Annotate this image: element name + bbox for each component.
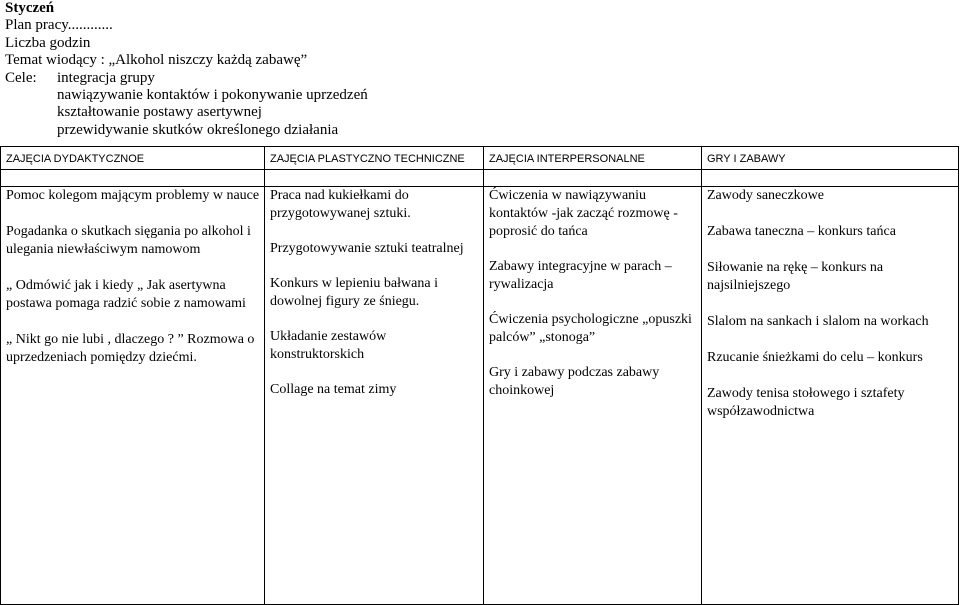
spacer-cell [484, 170, 702, 187]
hours-line: Liczba godzin [5, 34, 91, 51]
plan-line: Plan pracy............ [5, 17, 113, 34]
plan-header [5, 0, 368, 139]
spacer-cell [702, 170, 959, 187]
list-item: Zabawy integracyjne w parach – rywalizacja [489, 259, 672, 292]
table-spacer-row [1, 170, 959, 187]
list-item: Zawody tenisa stołowego i sztafety współzawodnictwa [707, 386, 905, 419]
list-item: Collage na temat zimy [270, 382, 397, 397]
column-header-didactic: ZAJĘCIA DYDAKTYCZNOE [1, 147, 265, 170]
art-technical-cell [265, 187, 484, 605]
list-item: Zawody saneczkowe [707, 188, 825, 203]
interpersonal-cell [484, 187, 702, 605]
goal-item: integracja grupy [57, 69, 155, 86]
list-item: Rzucanie śnieżkami do celu – konkurs [707, 350, 923, 365]
list-item: „ Nikt go nie lubi , dlaczego ? ” Rozmowa o uprzedzeniach pomiędzy dziećmi. [6, 332, 255, 365]
list-item: Konkurs w lepieniu bałwana i dowolnej figury ze śniegu. [270, 276, 438, 309]
column-header-interpersonal: ZAJĘCIA INTERPERSONALNE [484, 147, 702, 170]
list-item: Gry i zabawy podczas zabawy choinkowej [489, 365, 660, 398]
activities-table [0, 146, 959, 605]
list-item: Przygotowywanie sztuki teatralnej [270, 241, 464, 256]
goals-label: Cele: [5, 69, 37, 86]
spacer-cell [265, 170, 484, 187]
column-header-art-technical: ZAJĘCIA PLASTYCZNO TECHNICZNE [265, 147, 484, 170]
games-cell [702, 187, 959, 605]
theme-line: Temat wiodący : „Alkohol niszczy każdą zabawę” [5, 52, 308, 69]
column-header-games: GRY I ZABAWY [702, 147, 959, 170]
list-item: Układanie zestawów konstruktorskich [270, 329, 387, 362]
list-item: „ Odmówić jak i kiedy „ Jak asertywna postawa pomaga radzić sobie z namowami [6, 278, 246, 311]
list-item: Siłowanie na rękę – konkurs na najsilniejszego [707, 260, 884, 293]
spacer-cell [1, 170, 265, 187]
list-item: Slalom na sankach i slalom na workach [707, 314, 929, 329]
goal-item: nawiązywanie kontaktów i pokonywanie uprzedzeń [57, 87, 368, 104]
goal-item: kształtowanie postawy asertywnej [57, 104, 262, 121]
goals-row [5, 70, 368, 87]
list-item: Ćwiczenia psychologiczne „opuszki palców” „stonoga” [489, 312, 692, 345]
list-item: Pomoc kolegom mającym problemy w nauce [6, 188, 260, 203]
list-item: Ćwiczenia w nawiązywaniu kontaktów -jak zacząć rozmowę -poprosić do tańca [489, 188, 678, 239]
table-header-row [1, 147, 959, 170]
goal-item: przewidywanie skutków określonego działania [57, 121, 339, 138]
table-row [1, 187, 959, 605]
list-item: Pogadanka o skutkach sięgania po alkohol i ulegania niewłaściwym namowom [6, 224, 251, 257]
list-item: Praca nad kukiełkami do przygotowywanej sztuki. [270, 188, 411, 221]
didactic-cell [1, 187, 265, 605]
list-item: Zabawa taneczna – konkurs tańca [707, 224, 896, 239]
month-title: Styczeń [5, 0, 55, 16]
